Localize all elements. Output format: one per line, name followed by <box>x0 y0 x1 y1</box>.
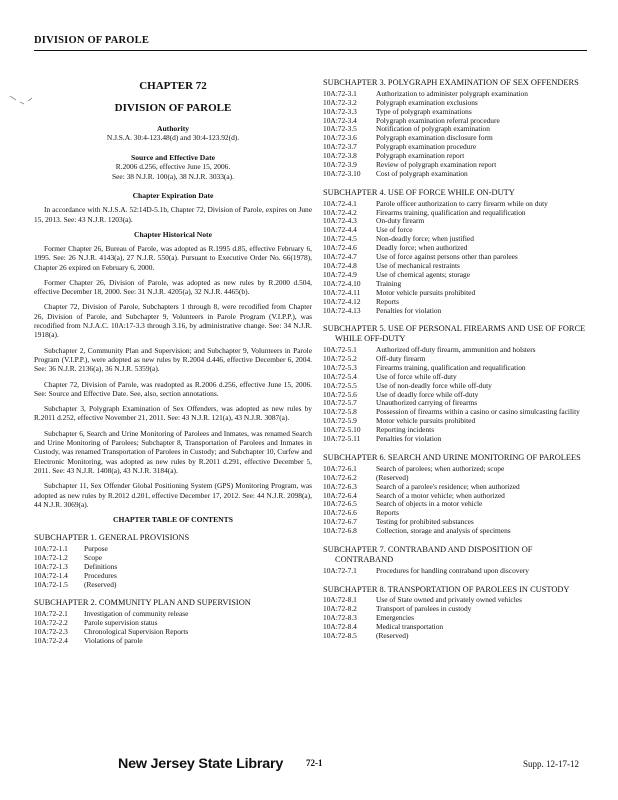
chapter-title: DIVISION OF PAROLE <box>114 102 232 114</box>
section-title: Firearms training, qualification and requalification <box>376 207 526 217</box>
toc-entry <box>34 545 312 554</box>
section-title: Use of force against persons other than parolees <box>376 252 518 262</box>
section-list <box>323 567 591 576</box>
section-number: 10A:72-1.1 <box>34 543 68 553</box>
left-toc <box>34 533 312 646</box>
section-number: 10A:72-4.13 <box>323 305 361 315</box>
section-title: Definitions <box>84 561 118 571</box>
source-line: R.2006 d.256, effective June 15, 2006. <box>115 161 231 171</box>
section-title: Use of deadly force while off-duty <box>376 389 479 399</box>
section-number: 10A:72-3.7 <box>323 142 357 152</box>
section-number: 10A:72-2.2 <box>34 618 68 628</box>
toc-entry <box>323 170 591 179</box>
section-title: Polygraph examination procedure <box>376 142 477 152</box>
right-toc <box>323 78 591 641</box>
running-header: DIVISION OF PAROLE <box>34 35 150 46</box>
history-paragraph: Subchapter 3, Polygraph Examination of Sex Offenders, was adopted as new rules by R.2011 d.252, effective November 21, 2011. See: 43 N.J.R. 121(a), 43 N.J.R. 3087(a). <box>34 404 312 423</box>
page-number: 72-1 <box>306 758 323 768</box>
section-number: 10A:72-2.3 <box>34 627 68 637</box>
section-title: Use of chemical agents; storage <box>376 269 470 279</box>
supplement-date: Supp. 12-17-12 <box>523 759 579 769</box>
section-title: Review of polygraph examination report <box>376 160 497 170</box>
section-title: Possession of firearms within a casino or casino simulcasting facility <box>376 407 580 417</box>
section-number: 10A:72-8.5 <box>323 630 357 640</box>
toc-entry <box>323 632 591 641</box>
toc-entry <box>323 417 591 426</box>
section-title: Violations of parole <box>84 635 143 645</box>
section-title: Reporting incidents <box>376 425 435 435</box>
history-paragraph: Subchapter 2, Community Plan and Supervision; and Subchapter 9, Volunteers in Parole Program (V.I.P.P.), were adopted as new rules by R.2004 d.446, effective December 6, 2004. See: 36 N.J.R. 2136(a), 36 N.J.R. 5359(a). <box>34 345 312 374</box>
history-heading: Chapter Historical Note <box>134 229 212 239</box>
section-number: 10A:72-4.2 <box>323 207 357 217</box>
chapter-number: CHAPTER 72 <box>139 80 207 92</box>
section-title: Penalties for violation <box>376 434 442 444</box>
section-number: 10A:72-3.8 <box>323 151 357 161</box>
section-number: 10A:72-7.1 <box>323 565 357 575</box>
toc-entry <box>323 426 591 435</box>
section-number: 10A:72-5.2 <box>323 353 357 363</box>
section-list <box>323 346 591 444</box>
section-number: 10A:72-6.2 <box>323 472 357 482</box>
toc-entry <box>323 465 591 474</box>
section-number: 10A:72-6.6 <box>323 508 357 518</box>
section-number: 10A:72-3.3 <box>323 106 357 116</box>
subchapter-heading: SUBCHAPTER 1. GENERAL PROVISIONS <box>34 533 190 543</box>
section-title: Scope <box>84 552 103 562</box>
toc-entry <box>34 563 312 572</box>
section-number: 10A:72-5.4 <box>323 371 357 381</box>
section-number: 10A:72-1.3 <box>34 561 68 571</box>
section-number: 10A:72-8.1 <box>323 595 357 605</box>
section-number: 10A:72-5.11 <box>323 434 361 444</box>
section-title: Polygraph examination report <box>376 151 465 161</box>
section-number: 10A:72-8.4 <box>323 622 357 632</box>
section-number: 10A:72-3.4 <box>323 115 357 125</box>
section-number: 10A:72-2.4 <box>34 635 68 645</box>
toc-entry <box>323 209 591 218</box>
section-title: Transport of parolees in custody <box>376 604 472 614</box>
history-paragraph: Subchapter 11, Sex Offender Global Positioning System (GPS) Monitoring Program, was adopted as new rules by R.2012 d.201, effective December 17, 2012. See: 44 N.J.R. 2098(a), 44 N.J.R. 3069(a). <box>34 481 312 509</box>
history-paragraph: Former Chapter 26, Division of Parole, was adopted as new rules by R.2000 d.504, effective December 18, 2000. See: 31 N.J.R. 4205(a), 32 N.J.R. 4465(b). <box>34 277 312 297</box>
toc-entry <box>323 289 591 298</box>
toc-entry <box>323 364 591 373</box>
section-number: 10A:72-6.5 <box>323 499 357 509</box>
section-number: 10A:72-1.4 <box>34 570 68 580</box>
subchapter-heading: SUBCHAPTER 7. CONTRABAND AND DISPOSITION OF CONTRABAND <box>323 545 533 564</box>
section-number: 10A:72-5.10 <box>323 425 361 435</box>
section-number: 10A:72-5.3 <box>323 362 357 372</box>
section-title: Authorized off-duty firearm, ammunition and holsters <box>376 345 536 355</box>
section-title: Search of a parolee's residence; when authorized <box>376 481 520 491</box>
scan-mark-icon <box>8 92 34 106</box>
history-paragraph: Chapter 72, Division of Parole, was readopted as R.2006 d.256, effective June 15, 2006. See: Source and Effective Date. See, also, section annotations. <box>34 379 312 398</box>
toc-entry <box>34 554 312 563</box>
section-number: 10A:72-3.6 <box>323 133 357 143</box>
section-number: 10A:72-3.1 <box>323 88 357 98</box>
section-number: 10A:72-2.1 <box>34 609 68 619</box>
section-title: Use of State owned and privately owned vehicles <box>376 595 522 605</box>
toc-entry <box>323 346 591 355</box>
section-title: Medical transportation <box>376 622 444 632</box>
toc-entry <box>323 605 591 614</box>
section-title: Procedures for handling contraband upon discovery <box>376 565 529 575</box>
section-number: 10A:72-4.4 <box>323 225 357 235</box>
section-title: Off-duty firearm <box>376 353 426 363</box>
section-title: Chronological Supervision Reports <box>84 627 189 637</box>
section-number: 10A:72-4.1 <box>323 198 357 208</box>
section-title: Use of mechanical restraints <box>376 261 460 270</box>
source-line: See: 38 N.J.R. 100(a), 38 N.J.R. 3033(a). <box>112 171 234 181</box>
section-number: 10A:72-4.7 <box>323 252 357 262</box>
section-list <box>323 200 591 316</box>
history-notes <box>34 244 312 509</box>
toc-entry <box>323 614 591 623</box>
toc-entry <box>323 435 591 444</box>
section-number: 10A:72-5.8 <box>323 407 357 417</box>
left-column <box>34 78 312 646</box>
source-heading: Source and Effective Date <box>130 152 215 162</box>
header-rule <box>34 50 587 51</box>
toc-entry <box>323 271 591 280</box>
section-title: Use of non-deadly force while off-duty <box>376 380 492 390</box>
expiration-text: In accordance with N.J.S.A. 52:14D-5.1b, Chapter 72, Division of Parole, expires on June 15, 2013. See: 43 N.J.R. 1203(a). <box>34 205 312 224</box>
section-title: Non-deadly force; when justified <box>376 234 474 244</box>
section-title: On-duty firearm <box>376 216 425 226</box>
section-title: Reports <box>376 508 399 518</box>
section-title: Search of parolees; when authorized; scope <box>376 463 505 473</box>
section-title: Search of a motor vehicle; when authorized <box>376 490 505 500</box>
section-number: 10A:72-5.5 <box>323 380 357 390</box>
subchapter-heading: SUBCHAPTER 3. POLYGRAPH EXAMINATION OF SEX OFFENDERS <box>323 78 579 87</box>
toc-entry <box>34 637 312 646</box>
toc-entry <box>323 527 591 536</box>
section-number: 10A:72-8.3 <box>323 613 357 623</box>
section-title: Testing for prohibited substances <box>376 517 474 527</box>
section-number: 10A:72-1.2 <box>34 552 68 562</box>
section-number: 10A:72-6.1 <box>323 463 357 473</box>
section-title: Use of force while off-duty <box>376 371 457 381</box>
section-title: Authorization to administer polygraph examination <box>376 88 528 98</box>
section-number: 10A:72-5.9 <box>323 416 357 426</box>
section-title: Procedures <box>84 570 117 580</box>
section-title: Polygraph examination exclusions <box>376 97 478 107</box>
section-number: 10A:72-4.5 <box>323 234 357 244</box>
library-watermark: New Jersey State Library <box>118 756 284 771</box>
section-list <box>323 465 591 536</box>
section-title: Penalties for violation <box>376 305 442 315</box>
toc-entry <box>34 628 312 637</box>
section-number: 10A:72-6.7 <box>323 517 357 527</box>
source-text <box>34 162 312 182</box>
section-title: (Reserved) <box>376 472 409 482</box>
section-title: Training <box>376 278 402 288</box>
toc-entry <box>323 298 591 307</box>
section-title: Motor vehicle pursuits prohibited <box>376 287 476 297</box>
subchapter-heading: SUBCHAPTER 4. USE OF FORCE WHILE ON-DUTY <box>323 187 515 197</box>
section-title: Reports <box>376 296 399 306</box>
section-number: 10A:72-4.12 <box>323 296 361 306</box>
authority-text: N.J.S.A. 30:4-123.48(d) and 30:4-123.92(d). <box>106 133 240 142</box>
section-title: (Reserved) <box>376 630 409 640</box>
toc-entry <box>323 217 591 226</box>
expiration-heading: Chapter Expiration Date <box>132 191 214 201</box>
section-number: 10A:72-6.8 <box>323 526 357 536</box>
section-number: 10A:72-3.9 <box>323 160 357 170</box>
toc-entry <box>323 567 591 576</box>
section-number: 10A:72-4.8 <box>323 261 357 270</box>
history-paragraph: Chapter 72, Division of Parole, Subchapters 1 through 8, were recodified from Chapter 26, Division of Parole, and Subchapter 9, Volunteers in Parole Program (V.I.P.P.), was recodified from N.J.A.C. 10A:17-3.3 through 3.16, by administrative change. See: 34 N.J.R. 1918(a). <box>34 302 312 340</box>
section-list <box>323 90 591 179</box>
toc-entry <box>34 610 312 619</box>
section-number: 10A:72-4.6 <box>323 243 357 253</box>
section-title: Unauthorized carrying of firearms <box>376 398 478 408</box>
toc-entry <box>34 572 312 581</box>
subchapter-heading: SUBCHAPTER 8. TRANSPORTATION OF PAROLEES IN CUSTODY <box>323 584 570 594</box>
section-title: Use of force <box>376 225 413 235</box>
toc-entry <box>323 307 591 316</box>
section-title: (Reserved) <box>84 579 117 589</box>
section-number: 10A:72-1.5 <box>34 579 68 589</box>
subchapter-heading: SUBCHAPTER 2. COMMUNITY PLAN AND SUPERVISION <box>34 598 251 608</box>
section-list <box>323 596 591 641</box>
section-list <box>34 545 312 590</box>
section-title: Type of polygraph examinations <box>376 106 472 116</box>
section-title: Investigation of community release <box>84 609 189 619</box>
section-title: Notification of polygraph examination <box>376 124 490 134</box>
section-title: Collection, storage and analysis of specimens <box>376 526 511 536</box>
section-title: Polygraph examination referral procedure <box>376 115 500 125</box>
toc-heading: CHAPTER TABLE OF CONTENTS <box>113 515 233 525</box>
section-list <box>34 610 312 646</box>
section-title: Emergencies <box>376 613 415 623</box>
section-number: 10A:72-5.1 <box>323 345 357 355</box>
section-number: 10A:72-5.7 <box>323 398 357 408</box>
subchapter-heading: SUBCHAPTER 6. SEARCH AND URINE MONITORING OF PAROLEES <box>323 453 581 462</box>
section-number: 10A:72-6.4 <box>323 490 357 500</box>
section-number: 10A:72-3.2 <box>323 97 357 107</box>
section-title: Motor vehicle pursuits prohibited <box>376 416 476 426</box>
section-title: Polygraph examination disclosure form <box>376 133 493 143</box>
section-title: Parole officer authorization to carry firearm while on duty <box>376 198 548 208</box>
section-number: 10A:72-6.3 <box>323 481 357 491</box>
section-number: 10A:72-4.9 <box>323 269 357 279</box>
section-number: 10A:72-4.11 <box>323 287 361 297</box>
section-title: Parole supervision status <box>84 618 158 628</box>
section-number: 10A:72-8.2 <box>323 604 357 614</box>
section-title: Deadly force; when authorized <box>376 243 468 253</box>
section-number: 10A:72-3.5 <box>323 124 357 134</box>
section-number: 10A:72-5.6 <box>323 389 357 399</box>
right-column <box>323 78 591 641</box>
section-title: Cost of polygraph examination <box>376 168 468 178</box>
section-number: 10A:72-4.3 <box>323 216 357 226</box>
subchapter-heading: SUBCHAPTER 5. USE OF PERSONAL FIREARMS AND USE OF FORCE WHILE OFF-DUTY <box>323 324 586 344</box>
section-number: 10A:72-3.10 <box>323 168 361 178</box>
authority-heading: Authority <box>156 124 190 133</box>
section-number: 10A:72-4.10 <box>323 278 361 288</box>
toc-entry <box>34 581 312 590</box>
history-paragraph: Subchapter 6, Search and Urine Monitoring of Parolees and Inmates, was renamed Search and Urine Monitoring of Parolees; Subchapter 8, Transportation of Parolees and Inmates in Custody, was renamed Transportation of Parolees in Custody; and Subchapter 10, Curfew and Electronic Monitoring, was adopted as new rules by R.2011 d.291, effective December 5, 2011. See: 43 N.J.R. 1408(a), 43 N.J.R. 3184(a). <box>34 428 312 475</box>
toc-entry <box>323 623 591 632</box>
section-title: Firearms training, qualification and requalification <box>376 362 526 372</box>
section-title: Purpose <box>84 543 108 553</box>
history-paragraph: Former Chapter 26, Bureau of Parole, was adopted as R.1995 d.85, effective February 6, 1995. See: 26 N.J.R. 4143(a), 27 N.J.R. 550(a). Pursuant to Executive Order No. 66(1978), Chapter 26 expired on February 6, 2000. <box>34 243 312 272</box>
section-title: Search of objects in a motor vehicle <box>376 499 483 509</box>
toc-entry <box>323 500 591 509</box>
